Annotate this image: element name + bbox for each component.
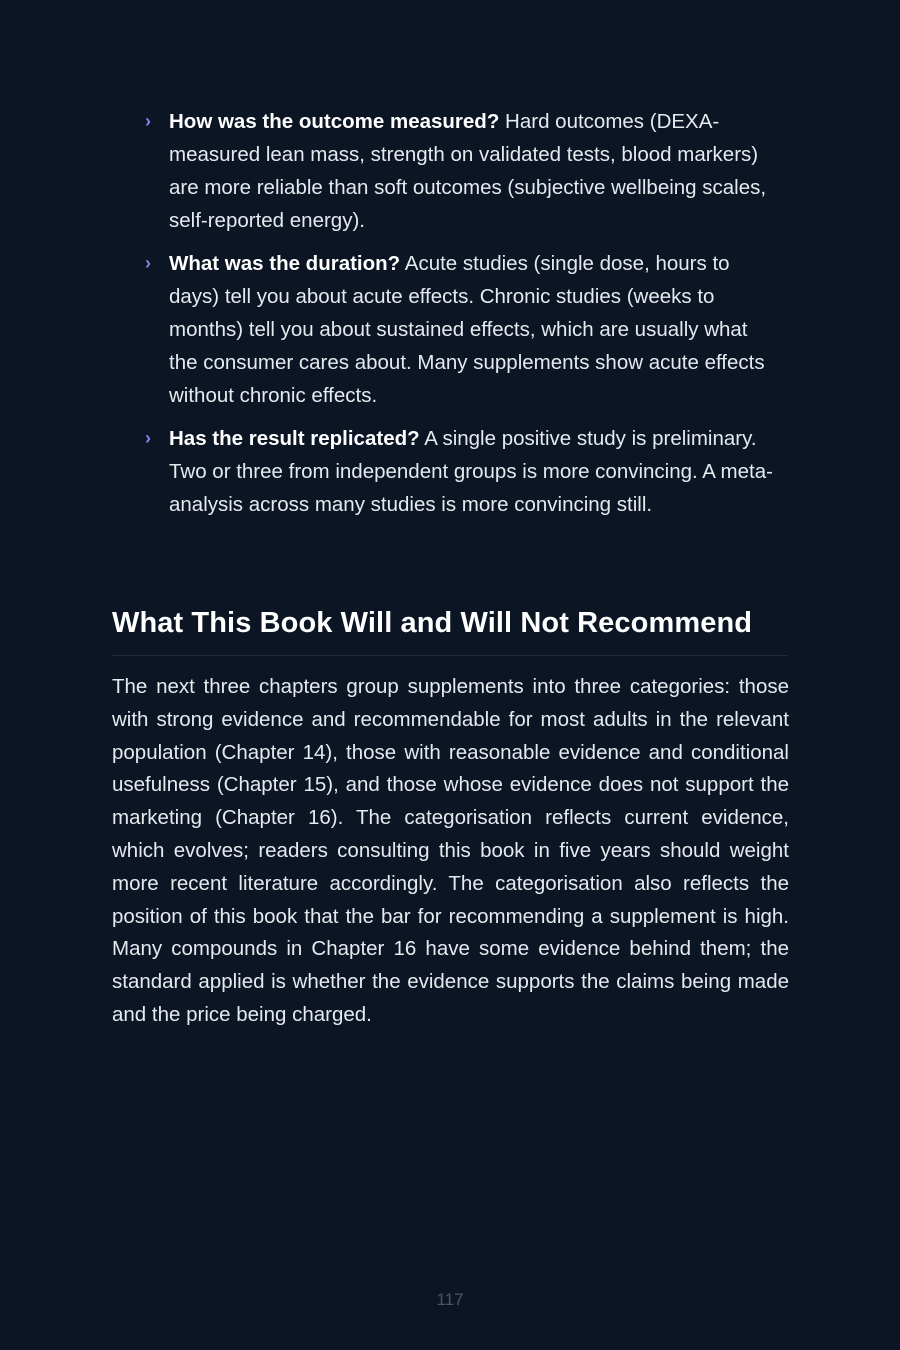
criteria-list [145, 105, 777, 531]
section-heading: What This Book Will and Will Not Recommend [112, 607, 753, 639]
chevron-right-icon: › [145, 428, 151, 448]
bullet-text: Hard outcomes (DEXA-measured lean mass, strength on validated tests, blood markers) are more reliable than soft outcomes (subjective wellbeing scales, self-reported energy). [169, 110, 767, 232]
bullet-text: Acute studies (single dose, hours to days) tell you about acute effects. Chronic studies (weeks to months) tell you about sustained effects, which are usually what the consumer cares about. Many supplements show acute effects without chronic effects. [169, 252, 765, 407]
list-item [145, 105, 777, 237]
section-paragraph: The next three chapters group supplements into three categories: those with strong evidence and recommendable for most adults in the relevant population (Chapter 14), those with reasonable evidence and conditional usefulness (Chapter 15), and those whose evidence does not support the marketing (Chapter 16). The categorisation reflects current evidence, which evolves; readers consulting this book in five years should weight more recent literature accordingly. The categorisation also reflects the position of this book that the bar for recommending a supplement is high. Many compounds in Chapter 16 have some evidence behind them; the standard applied is whether the evidence supports the claims being made and the price being charged. [112, 675, 789, 1026]
bullet-lead: How was the outcome measured? [169, 110, 500, 133]
page-number: 117 [436, 1290, 464, 1309]
chevron-right-icon: › [145, 111, 151, 131]
section-divider [112, 655, 788, 656]
bullet-lead: Has the result replicated? [169, 427, 420, 450]
bullet-lead: What was the duration? [169, 252, 401, 275]
list-item [145, 422, 777, 521]
list-item [145, 247, 777, 412]
chevron-right-icon: › [145, 253, 151, 273]
bullet-text: A single positive study is preliminary. Two or three from independent groups is more convincing. A meta-analysis across many studies is more convincing still. [169, 427, 773, 516]
